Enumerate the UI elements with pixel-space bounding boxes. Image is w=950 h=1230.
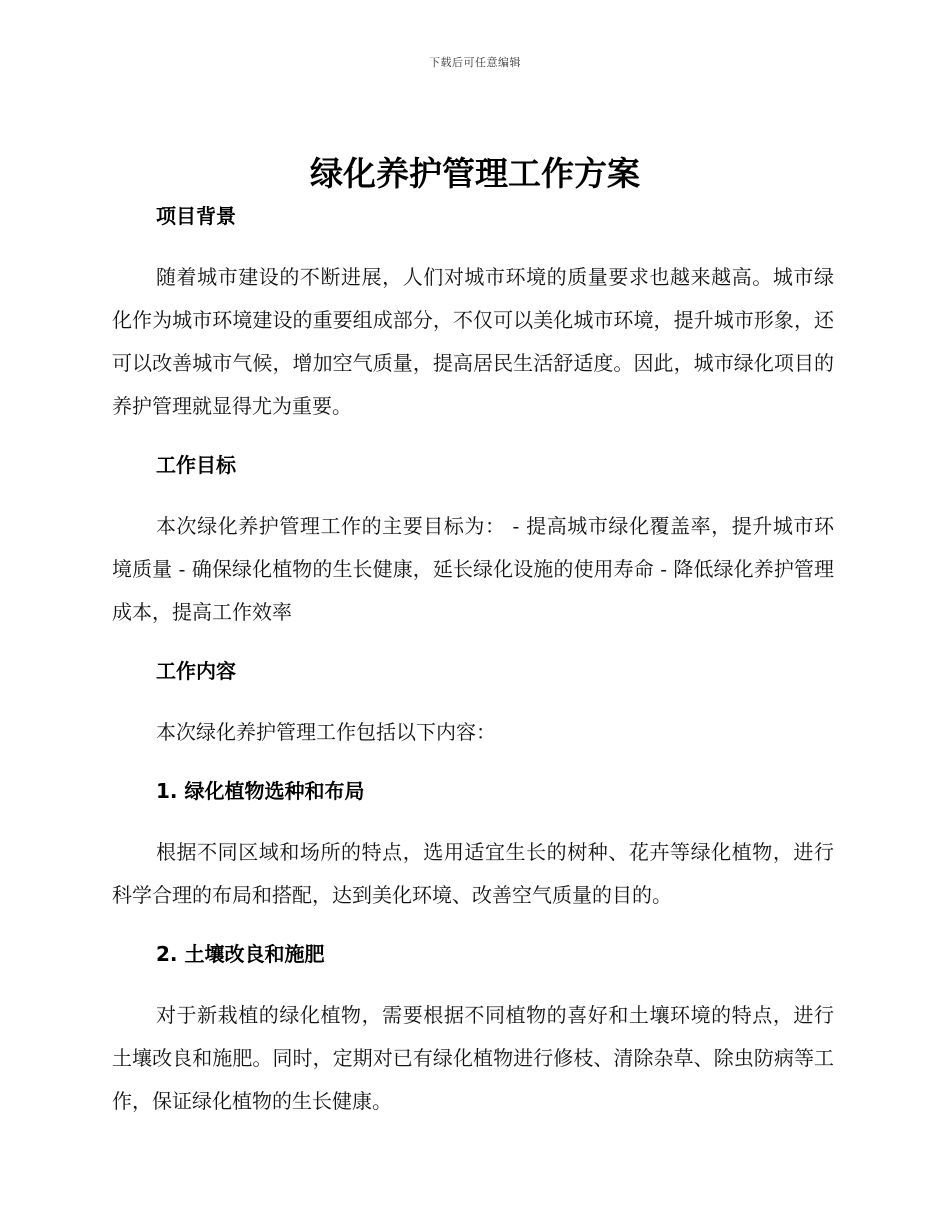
document-title: 绿化养护管理工作方案 bbox=[310, 154, 640, 193]
header-note: 下载后可任意编辑 bbox=[429, 56, 521, 69]
document-body bbox=[112, 200, 834, 1123]
section-paragraph-background: 随着城市建设的不断进展，人们对城市环境的质量要求也越来越高。城市绿化作为城市环境建设的重要组成部分，不仅可以美化城市环境，提升城市形象，还可以改善城市气候，增加空气质量，提高居民生活舒适度。因此，城市绿化项目的养护管理就显得尤为重要。 bbox=[112, 265, 834, 418]
section-paragraph-plant-selection: 根据不同区域和场所的特点，选用适宜生长的树种、花卉等绿化植物，进行科学合理的布局和搭配，达到美化环境、改善空气质量的目的。 bbox=[112, 840, 834, 907]
section-paragraph-content: 本次绿化养护管理工作包括以下内容： bbox=[156, 720, 496, 744]
section-paragraph-goals: 本次绿化养护管理工作的主要目标为： - 提高城市绿化覆盖率，提升城市环境质量 - 确保绿化植物的生长健康，延长绿化设施的使用寿命 - 降低绿化养护管理成本，提高工作效率 bbox=[112, 514, 834, 624]
section-heading-plant-selection: 1. 绿化植物选种和布局 bbox=[156, 779, 365, 803]
section-heading-soil-fertilizing: 2. 土壤改良和施肥 bbox=[156, 942, 325, 966]
section-heading-content: 工作内容 bbox=[156, 659, 236, 683]
section-heading-background: 项目背景 bbox=[156, 204, 236, 228]
section-paragraph-soil-fertilizing: 对于新栽植的绿化植物，需要根据不同植物的喜好和土壤环境的特点，进行土壤改良和施肥。同时，定期对已有绿化植物进行修枝、清除杂草、除虫防病等工作，保证绿化植物的生长健康。 bbox=[112, 1003, 834, 1113]
section-heading-goals: 工作目标 bbox=[156, 453, 236, 477]
